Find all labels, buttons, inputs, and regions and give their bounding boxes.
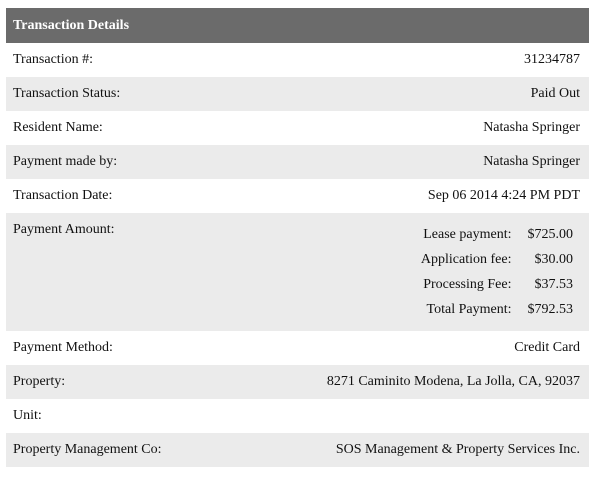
- row-payment-method: [6, 331, 589, 365]
- unit-label: Unit:: [13, 408, 42, 423]
- transaction-date-value: Sep 06 2014 4:24 PM PDT: [427, 188, 580, 203]
- row-unit: [6, 399, 589, 433]
- application-fee-value: $30.00: [534, 252, 573, 267]
- payment-made-by-label: Payment made by:: [13, 154, 118, 169]
- row-resident-name: [6, 111, 589, 145]
- lease-payment-value: $725.00: [527, 227, 573, 242]
- total-payment-label: Total Payment:: [426, 302, 512, 317]
- row-transaction-date: [6, 179, 589, 213]
- payment-made-by-value: Natasha Springer: [483, 154, 580, 169]
- transaction-details-panel: [6, 8, 589, 467]
- breakdown-row-lease: [421, 222, 580, 247]
- transaction-number-value: 31234787: [524, 52, 580, 67]
- row-payment-amount: [6, 213, 589, 331]
- breakdown-row-total: [421, 297, 580, 322]
- processing-fee-label: Processing Fee:: [423, 277, 512, 292]
- processing-fee-value: $37.53: [534, 277, 573, 292]
- property-management-value: SOS Management & Property Services Inc.: [335, 442, 580, 457]
- property-value: 8271 Caminito Modena, La Jolla, CA, 92037: [326, 374, 580, 389]
- panel-title: Transaction Details: [6, 8, 589, 43]
- payment-amount-label: Payment Amount:: [13, 222, 115, 237]
- resident-name-value: Natasha Springer: [483, 120, 580, 135]
- payment-method-label: Payment Method:: [13, 340, 113, 355]
- transaction-status-value: Paid Out: [530, 86, 580, 101]
- property-management-label: Property Management Co:: [13, 442, 162, 457]
- row-property-management: [6, 433, 589, 467]
- row-transaction-status: [6, 77, 589, 111]
- row-payment-made-by: [6, 145, 589, 179]
- total-payment-value: $792.53: [527, 302, 573, 317]
- property-label: Property:: [13, 374, 66, 389]
- row-property: [6, 365, 589, 399]
- row-transaction-number: [6, 43, 589, 77]
- payment-breakdown: [421, 222, 580, 322]
- transaction-number-label: Transaction #:: [13, 52, 93, 67]
- transaction-date-label: Transaction Date:: [13, 188, 113, 203]
- transaction-status-label: Transaction Status:: [13, 86, 121, 101]
- breakdown-row-processing: [421, 272, 580, 297]
- payment-method-value: Credit Card: [514, 340, 580, 355]
- application-fee-label: Application fee:: [420, 252, 512, 267]
- breakdown-row-application: [421, 247, 580, 272]
- resident-name-label: Resident Name:: [13, 120, 103, 135]
- lease-payment-label: Lease payment:: [423, 227, 512, 242]
